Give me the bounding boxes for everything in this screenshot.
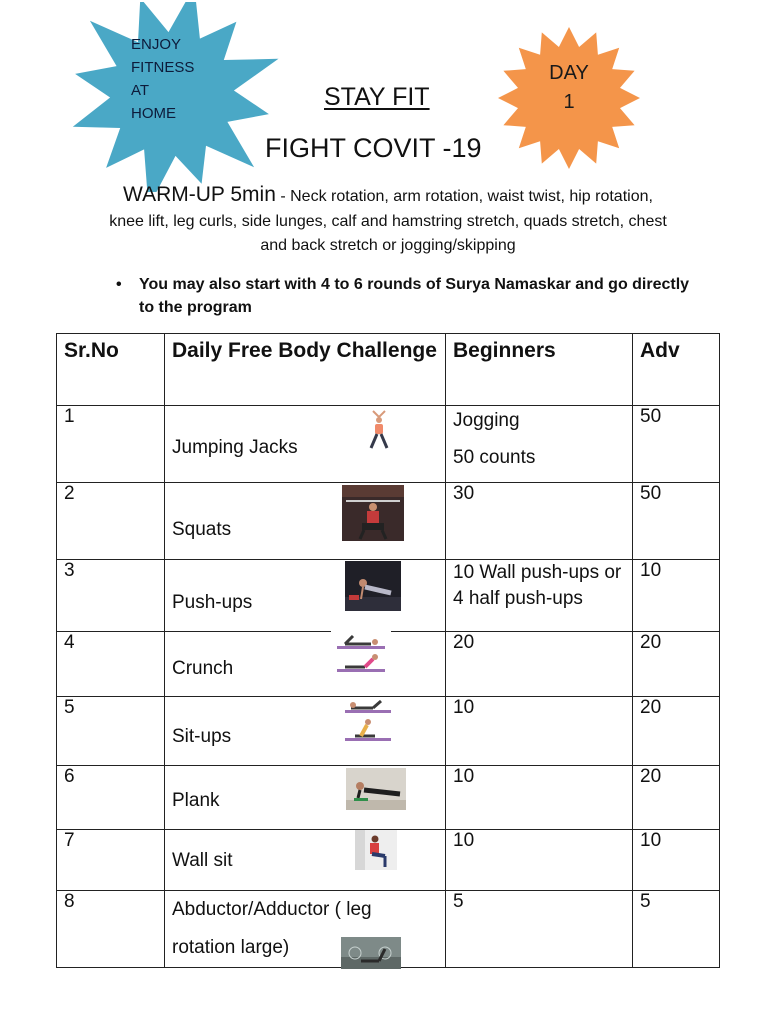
row-number: 1: [57, 406, 165, 483]
adv-value: 20: [633, 697, 720, 766]
exercise-cell: [165, 891, 446, 968]
exercise-cell: [165, 632, 446, 697]
table-row: [57, 697, 720, 766]
badge-line: AT: [131, 82, 150, 99]
enjoy-fitness-text: [131, 33, 194, 125]
adv-value: 10: [633, 560, 720, 632]
row-number: 8: [57, 891, 165, 968]
table-row: [57, 766, 720, 830]
beginners-cell: [446, 697, 633, 766]
beginners-cell: [446, 406, 633, 483]
beginners-line: 10 Wall push-ups or 4 half push-ups: [453, 562, 622, 609]
exercise-cell: [165, 560, 446, 632]
beginners-line: 20: [453, 632, 475, 653]
beginners-line: 10: [453, 697, 475, 718]
beginners-line: Jogging: [453, 410, 520, 431]
note-text: You may also start with 4 to 6 rounds of Surya Namaskar and go directly to the program: [139, 276, 690, 316]
day-text: [541, 59, 597, 117]
header-adv: Adv: [633, 334, 720, 406]
day-badge: [497, 26, 641, 170]
warmup-description: [108, 183, 668, 259]
push-ups-image: [345, 561, 401, 611]
badge-line: ENJOY: [131, 36, 182, 53]
adv-value: 50: [633, 483, 720, 560]
jumping-jacks-image: [355, 410, 403, 454]
adv-value: 50: [633, 406, 720, 483]
bullet-icon: •: [116, 276, 122, 293]
row-number: 6: [57, 766, 165, 830]
beginners-line: 5: [453, 891, 464, 912]
exercise-cell: [165, 697, 446, 766]
row-number: 2: [57, 483, 165, 560]
table-row: [57, 632, 720, 697]
exercise-name: Sit-ups: [172, 726, 232, 747]
beginners-cell: [446, 830, 633, 891]
wall-sit-image: [355, 830, 397, 870]
exercise-name: Abductor/Adductor ( leg rotation large): [172, 899, 372, 958]
exercise-name: Jumping Jacks: [172, 437, 298, 458]
beginners-cell: [446, 483, 633, 560]
table-row: [57, 560, 720, 632]
beginners-cell: [446, 891, 633, 968]
beginners-line: 50 counts: [453, 447, 536, 468]
day-number: 1: [563, 91, 575, 113]
exercise-cell: [165, 766, 446, 830]
beginners-cell: [446, 632, 633, 697]
exercise-cell: [165, 406, 446, 483]
plank-image: [346, 768, 406, 810]
row-number: 3: [57, 560, 165, 632]
adv-value: 20: [633, 632, 720, 697]
row-number: 4: [57, 632, 165, 697]
badge-line: HOME: [131, 105, 176, 122]
beginners-line: 30: [453, 483, 475, 504]
sit-ups-image: [341, 697, 395, 743]
leg-rotation-image: [341, 937, 401, 969]
adv-value: 5: [633, 891, 720, 968]
beginners-cell: [446, 766, 633, 830]
day-label: DAY: [549, 62, 589, 84]
exercise-name: Wall sit: [172, 850, 233, 871]
header-challenge: Daily Free Body Challenge: [165, 334, 446, 406]
squats-image: [342, 485, 404, 541]
exercise-name: Push-ups: [172, 592, 253, 613]
table-row: [57, 891, 720, 968]
header-beginners: Beginners: [446, 334, 633, 406]
title-fight-covid: FIGHT COVIT -19: [265, 133, 482, 163]
adv-value: 20: [633, 766, 720, 830]
exercise-name: Squats: [172, 519, 232, 540]
beginners-line: 10: [453, 766, 475, 787]
enjoy-fitness-badge: [60, 2, 290, 192]
table-row: [57, 830, 720, 891]
badge-line: FITNESS: [131, 59, 195, 76]
exercise-name: Crunch: [172, 658, 234, 679]
exercise-table: [56, 333, 720, 968]
table-row: [57, 406, 720, 483]
exercise-cell: [165, 830, 446, 891]
adv-value: 10: [633, 830, 720, 891]
title-stay-fit: STAY FIT: [324, 83, 430, 111]
table-header-row: [57, 334, 720, 406]
surya-namaskar-note: [116, 273, 696, 319]
exercise-name: Plank: [172, 790, 220, 811]
table-row: [57, 483, 720, 560]
warmup-label: WARM-UP 5min: [123, 183, 276, 206]
header-srno: Sr.No: [57, 334, 165, 406]
beginners-cell: [446, 560, 633, 632]
row-number: 7: [57, 830, 165, 891]
crunch-image: [331, 631, 391, 673]
row-number: 5: [57, 697, 165, 766]
warmup-text: - Neck rotation, arm rotation, waist twist, hip rotation, knee lift, leg curls, side lunges, calf and hamstring stretch, quads stretch, chest and back stretch or jogging/skipping: [109, 188, 667, 254]
beginners-line: 10: [453, 830, 475, 851]
exercise-cell: [165, 483, 446, 560]
